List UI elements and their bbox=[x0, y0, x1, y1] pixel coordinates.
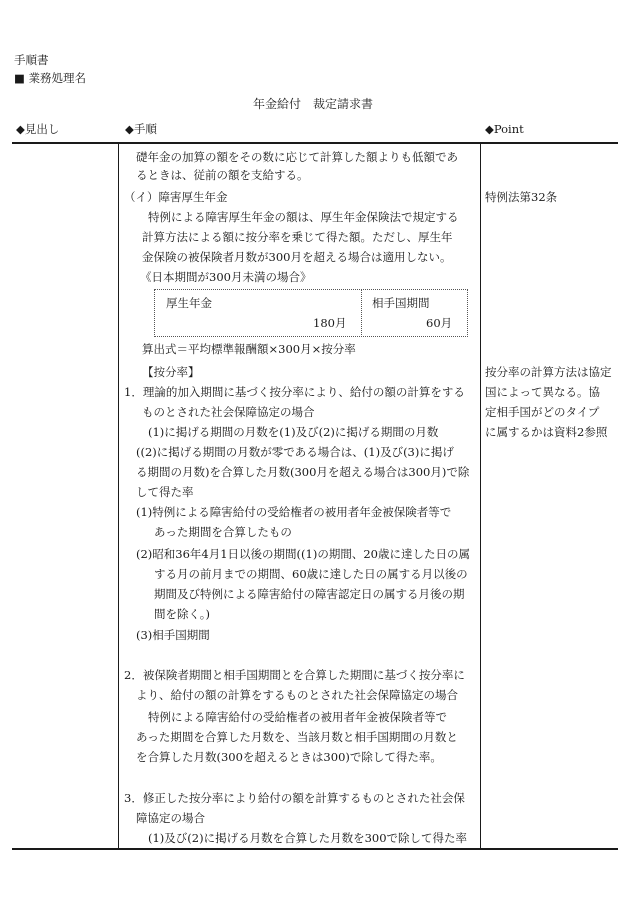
point-note: 按分率の計算方法は協定 bbox=[485, 365, 612, 379]
period-box-left-label: 厚生年金 bbox=[166, 296, 212, 310]
column-header-midashi: ◆見出し bbox=[16, 122, 60, 136]
body-line: 《日本期間が300月未満の場合》 bbox=[140, 270, 312, 284]
body-line: 算出式＝平均標準報酬額×300月×按分率 bbox=[142, 342, 356, 356]
body-line: （イ）障害厚生年金 bbox=[124, 190, 228, 204]
body-line: あった期間を合算した月数を、当該月数と相手国期間の月数と bbox=[136, 730, 458, 744]
task-label: ■ 業務処理名 bbox=[14, 71, 87, 85]
body-line: して得た率 bbox=[136, 485, 194, 499]
body-line: 礎年金の加算の額をその数に応じて計算した額よりも低額であ bbox=[136, 150, 458, 164]
body-line: 金保険の被保険者月数が300月を超える場合は適用しない。 bbox=[142, 250, 452, 264]
body-line: する月の前月までの期間、60歳に達した日の属する月以後の bbox=[154, 567, 468, 581]
table-bottom-rule bbox=[12, 848, 618, 850]
period-box-left-value: 180月 bbox=[313, 316, 347, 330]
body-line: (2)昭和36年4月1日以後の期間((1)の期間、20歳に達した日の属 bbox=[136, 547, 470, 561]
point-note: 定相手国がどのタイプ bbox=[485, 405, 600, 419]
column-header-point: ◆Point bbox=[485, 122, 524, 136]
point-note: 特例法第32条 bbox=[485, 190, 558, 204]
column-header-tejun: ◆手順 bbox=[125, 122, 157, 136]
body-line: 計算方法による額に按分率を乗じて得た額。ただし、厚生年 bbox=[142, 230, 453, 244]
body-line: (1)に掲げる期間の月数を(1)及び(2)に掲げる期間の月数 bbox=[148, 425, 439, 439]
body-line: 2．被保険者期間と相手国期間とを合算した期間に基づく按分率に bbox=[124, 668, 465, 682]
body-line: 特例による障害給付の受給権者の被用者年金被保険者等で bbox=[148, 710, 447, 724]
period-box-right-label: 相手国期間 bbox=[372, 296, 430, 310]
body-line: 1．理論的加入期間に基づく按分率により、給付の額の計算をする bbox=[124, 385, 465, 399]
body-line: 3．修正した按分率により給付の額を計算するものとされた社会保 bbox=[124, 791, 465, 805]
column-divider-right bbox=[480, 143, 481, 849]
body-line: 特例による障害厚生年金の額は、厚生年金保険法で規定する bbox=[148, 210, 459, 224]
doc-label: 手順書 bbox=[14, 53, 49, 67]
point-note: 国によって異なる。協 bbox=[485, 385, 600, 399]
body-line: (1)及び(2)に掲げる月数を合算した月数を300で除して得た率 bbox=[148, 831, 468, 845]
body-line: (1)特例による障害給付の受給権者の被用者年金被保険者等で bbox=[136, 505, 452, 519]
body-line: ((2)に掲げる期間の月数が零である場合は、(1)及び(3)に掲げ bbox=[136, 445, 454, 459]
body-line: るときは、従前の額を支給する。 bbox=[136, 168, 309, 182]
body-line: 【按分率】 bbox=[142, 365, 200, 379]
body-line: ものとされた社会保障協定の場合 bbox=[142, 405, 315, 419]
body-line: 障協定の場合 bbox=[136, 811, 205, 825]
page-title: 年金給付 裁定請求書 bbox=[253, 97, 374, 111]
body-line: 期間及び特例による障害給付の障害認定日の属する月後の期 bbox=[154, 587, 465, 601]
body-line: を合算した月数(300を超えるときは300)で除して得た率。 bbox=[136, 750, 442, 764]
body-line: (3)相手国期間 bbox=[136, 628, 210, 642]
period-box-divider bbox=[361, 289, 362, 337]
point-note: に属するかは資料2参照 bbox=[485, 425, 608, 439]
body-line: 間を除く。) bbox=[154, 607, 211, 621]
column-divider-left bbox=[118, 143, 119, 849]
period-box-right-value: 60月 bbox=[426, 316, 453, 330]
body-line: あった期間を合算したもの bbox=[154, 525, 292, 539]
body-line: より、給付の額の計算をするものとされた社会保障協定の場合 bbox=[136, 688, 458, 702]
body-line: る期間の月数)を合算した月数(300月を超える場合は300月)で除 bbox=[136, 465, 470, 479]
table-top-rule bbox=[12, 142, 618, 144]
